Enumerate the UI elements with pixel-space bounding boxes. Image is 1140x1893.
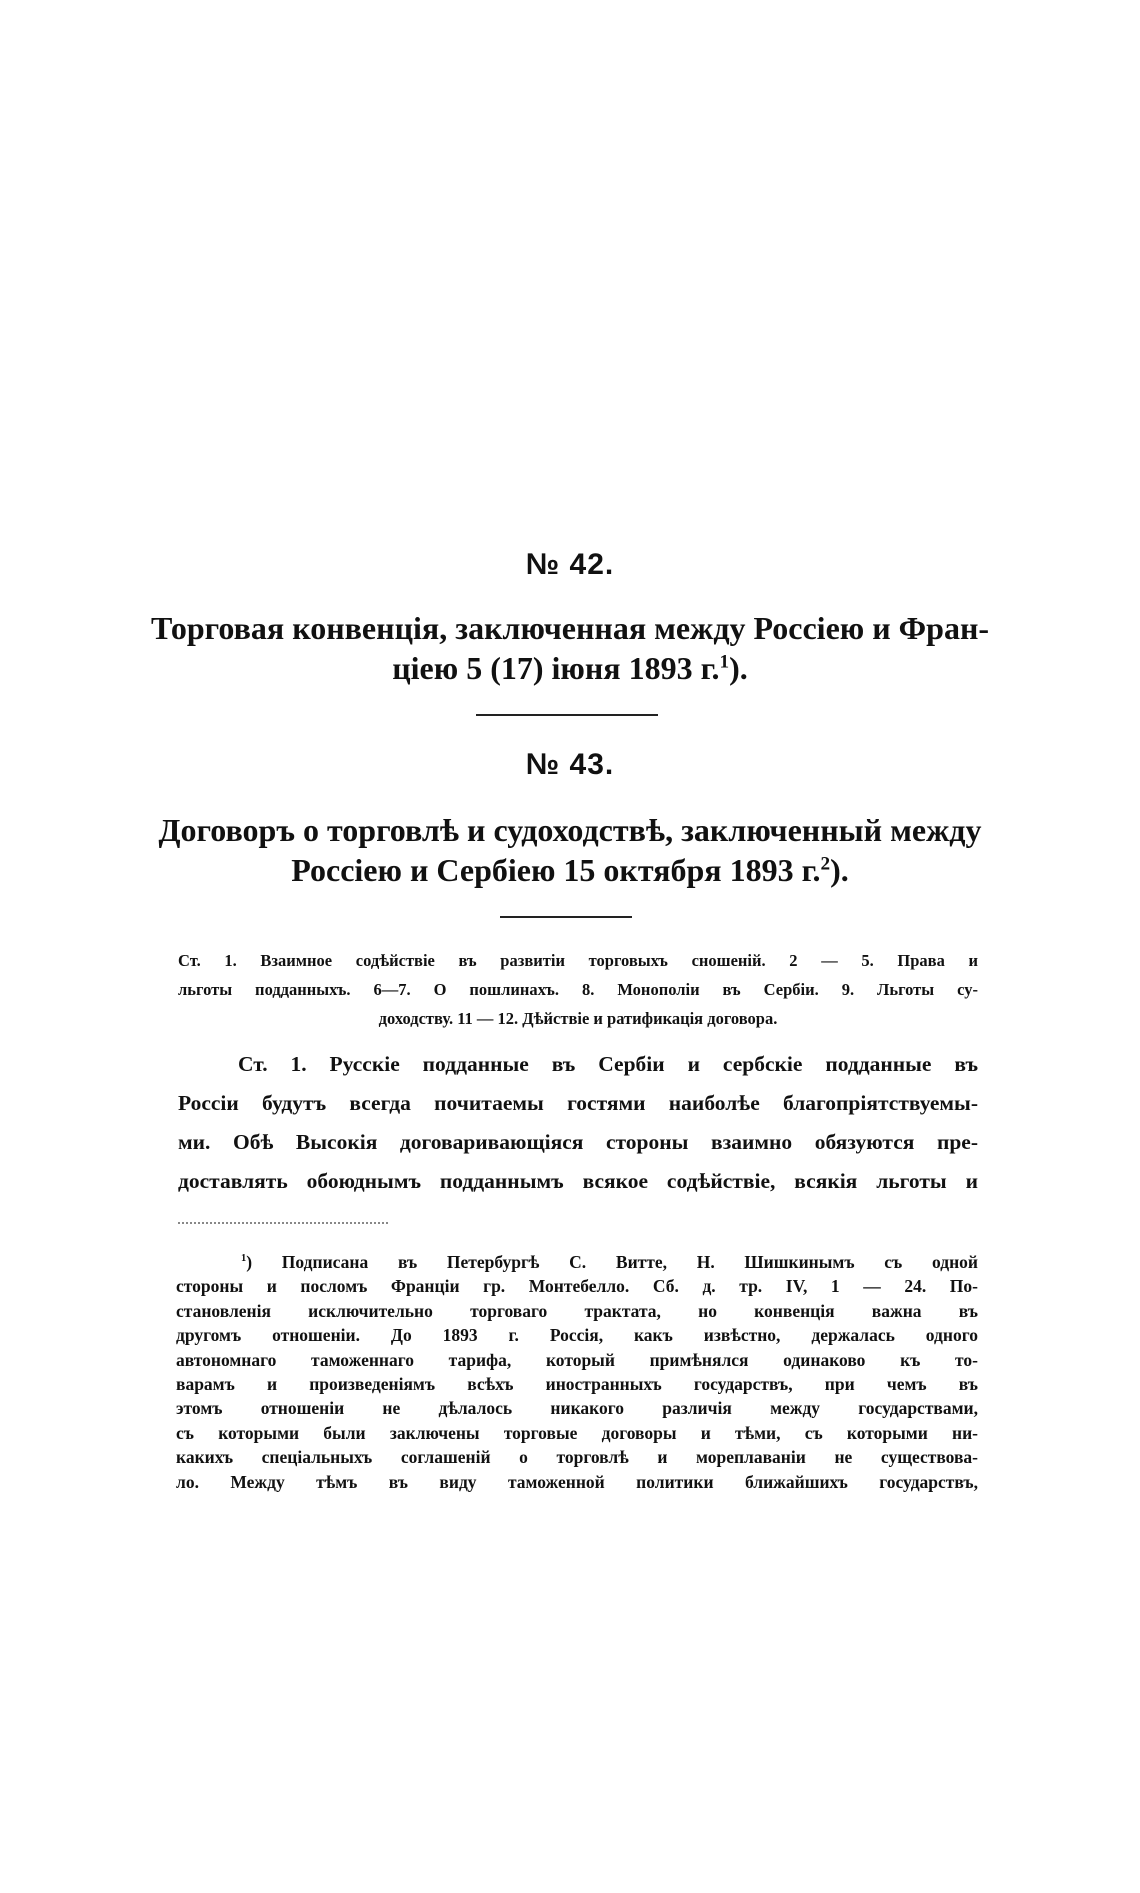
- doc43-title-line2-wrap: [0, 850, 1140, 890]
- article-line: Россіи будутъ всегда почитаемы гостями наиболѣе благопріятствуемы-: [178, 1091, 978, 1115]
- doc43-title-line2: Россіею и Сербіею 15 октября 1893 г.: [291, 852, 821, 888]
- footnote-line: ло. Между тѣмъ въ виду таможенной политики ближайшихъ государствъ,: [176, 1471, 978, 1492]
- article-line: доставлять обоюднымъ подданнымъ всякое содѣйствіе, всякія льготы и: [178, 1169, 978, 1193]
- footnote-mark: 1: [241, 1253, 247, 1265]
- doc43-title-line1: Договоръ о торговлѣ и судоходствѣ, заключенный между: [158, 812, 982, 848]
- doc42-title: [0, 608, 1140, 688]
- article-line: Ст. 1. Русскіе подданные въ Сербіи и сербскіе подданные въ: [238, 1052, 978, 1076]
- doc42-number: № 42.: [525, 548, 615, 581]
- separator-rule: [476, 714, 658, 716]
- footnote-line: становленія исключительно торговаго трактата, но конвенція важна въ: [176, 1300, 978, 1321]
- doc43-number: № 43.: [525, 748, 615, 781]
- footnote-1: [176, 1250, 978, 1494]
- footnote-line: этомъ отношеніи не дѣлалось никакого различія между государствами,: [176, 1398, 978, 1419]
- doc42-footnote-ref: 1: [719, 651, 730, 673]
- doc42-title-line2: ціею 5 (17) іюня 1893 г.: [392, 650, 720, 686]
- footnote-line: [176, 1250, 978, 1274]
- footnote-line: стороны и посломъ Франціи гр. Монтебелло. Сб. д. тр. IV, 1 — 24. По-: [176, 1276, 978, 1297]
- footnote-line: какихъ спеціальныхъ соглашеній о торговлѣ и мореплаваніи не существова-: [176, 1447, 978, 1468]
- doc42-title-line2-wrap: [0, 648, 1140, 688]
- footnote-line: съ которыми были заключены торговые договоры и тѣми, съ которыми ни-: [176, 1422, 978, 1443]
- footnote-line: автономнаго таможеннаго тарифа, который примѣнялся одинаково къ то-: [176, 1349, 978, 1370]
- doc43-title: [0, 810, 1140, 890]
- doc43-title-close: ).: [830, 852, 849, 888]
- doc42-title-close: ).: [729, 650, 748, 686]
- footnote-line: варамъ и произведеніямъ всѣхъ иностранныхъ государствъ, при чемъ въ: [176, 1374, 978, 1395]
- article-1-text: [178, 1045, 978, 1201]
- doc43-footnote-ref: 2: [820, 853, 831, 875]
- article-summary: [178, 946, 978, 1033]
- summary-line: льготы подданныхъ. 6—7. О пошлинахъ. 8. Монополіи въ Сербіи. 9. Льготы су-: [178, 980, 978, 999]
- footnote-line: другомъ отношеніи. До 1893 г. Россія, какъ извѣстно, держалась одного: [176, 1325, 978, 1346]
- doc42-title-line1: Торговая конвенція, заключенная между Россіею и Фран-: [150, 610, 990, 646]
- footnote-separator: [178, 1222, 388, 1224]
- separator-rule: [500, 916, 632, 918]
- footnote-line-text: ) Подписана въ Петербургѣ С. Витте, Н. Шишкинымъ съ одной: [246, 1252, 978, 1272]
- article-line: ми. Обѣ Высокія договаривающіяся стороны взаимно обязуются пре-: [178, 1130, 978, 1154]
- summary-line: Ст. 1. Взаимное содѣйствіе въ развитіи торговыхъ сношеній. 2 — 5. Права и: [178, 951, 978, 970]
- summary-line: доходству. 11 — 12. Дѣйствіе и ратификація договора.: [378, 1009, 778, 1028]
